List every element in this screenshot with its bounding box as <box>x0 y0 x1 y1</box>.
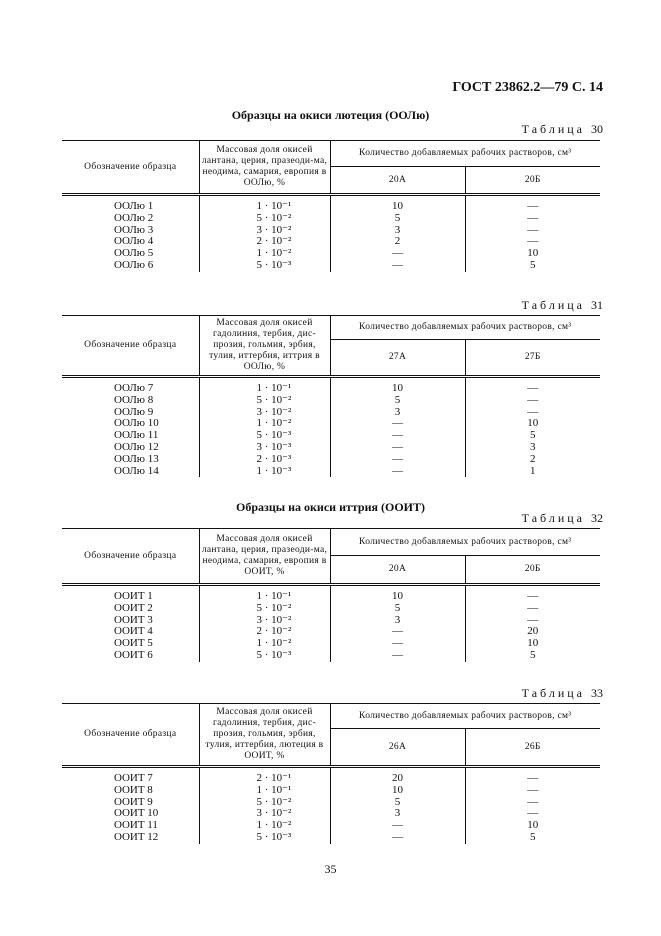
col-header-mass-fraction: Массовая доля окисей гадолиния, тербия, дис-прозия, гольмия, эрбия, тулия, иттербия, лютеция в ООИТ, % <box>199 704 330 767</box>
col-header-mass-fraction: Массовая доля окисей лантана, церия, празеоди-ма, неодима, самария, европия в ООИТ, % <box>199 529 330 585</box>
col-header-solution-b: 27Б <box>465 340 600 377</box>
col-header-sample: Обозначение образца <box>62 704 199 767</box>
col-header-sample: Обозначение образца <box>62 316 199 377</box>
col-header-solution-a: 20А <box>330 167 465 195</box>
table-label-30: Таблица 30 <box>521 122 603 136</box>
table-row: ООЛю 8 5 · 10⁻² 5 — <box>62 395 600 407</box>
section-title-lutetium: Образцы на окиси лютеция (ООЛю) <box>231 108 430 122</box>
col-header-volume-group: Количество добавляемых рабочих растворов, см³ <box>330 141 600 167</box>
table-row: ООИТ 2 5 · 10⁻² 5 — <box>62 603 600 615</box>
col-header-mass-fraction: Массовая доля окисей лантана, церия, празеоди-ма, неодима, самария, европия в ООЛю, % <box>199 141 330 195</box>
section-title-yttrium: Образцы на окиси иттрия (ООИТ) <box>235 500 426 514</box>
col-header-sample: Обозначение образца <box>62 529 199 585</box>
table-label-33: Таблица 33 <box>521 686 603 700</box>
col-header-mass-fraction: Массовая доля окисей гадолиния, тербия, дис-прозия, гольмия, эрбия, тулия, иттербия, иттрия в ООЛю, % <box>199 316 330 377</box>
table-row: ООИТ 10 3 · 10⁻² 3 — <box>62 808 600 820</box>
table-31 <box>62 315 600 477</box>
table-row: ООЛю 4 2 · 10⁻² 2 — <box>62 236 600 248</box>
table-row: ООЛю 6 5 · 10⁻³ — 5 <box>62 260 600 272</box>
table-row: ООИТ 11 1 · 10⁻² — 10 <box>62 820 600 832</box>
table-row: ООЛю 11 5 · 10⁻³ — 5 <box>62 430 600 442</box>
table-32 <box>62 528 600 662</box>
table-30 <box>62 140 600 272</box>
table-row: ООЛю 12 3 · 10⁻³ — 3 <box>62 442 600 454</box>
table-row: ООИТ 7 2 · 10⁻¹ 20 — <box>62 767 600 785</box>
table-33 <box>62 703 600 844</box>
col-header-solution-a: 26А <box>330 729 465 767</box>
table-row: ООЛю 14 1 · 10⁻³ — 1 <box>62 466 600 478</box>
table-row: ООЛю 7 1 · 10⁻¹ 10 — <box>62 377 600 395</box>
col-header-sample: Обозначение образца <box>62 141 199 195</box>
table-row: ООЛю 3 3 · 10⁻² 3 — <box>62 225 600 237</box>
table-row: ООЛю 2 5 · 10⁻² 5 — <box>62 213 600 225</box>
table-row: ООЛю 1 1 · 10⁻¹ 10 — <box>62 195 600 213</box>
table-label-32: Таблица 32 <box>521 511 603 525</box>
table-label-31: Таблица 31 <box>521 298 603 312</box>
table-row: ООЛю 13 2 · 10⁻³ — 2 <box>62 454 600 466</box>
col-header-solution-b: 20Б <box>465 556 600 585</box>
table-row: ООЛю 10 1 · 10⁻² — 10 <box>62 418 600 430</box>
col-header-solution-a: 27А <box>330 340 465 377</box>
col-header-solution-b: 20Б <box>465 167 600 195</box>
table-row: ООИТ 5 1 · 10⁻² — 10 <box>62 638 600 650</box>
page-number: 35 <box>324 862 337 876</box>
col-header-solution-a: 20А <box>330 556 465 585</box>
table-row: ООИТ 8 1 · 10⁻¹ 10 — <box>62 785 600 797</box>
table-row: ООИТ 1 1 · 10⁻¹ 10 — <box>62 585 600 603</box>
document-code: ГОСТ 23862.2—79 С. 14 <box>452 80 603 95</box>
table-row: ООИТ 6 5 · 10⁻³ — 5 <box>62 650 600 662</box>
col-header-volume-group: Количество добавляемых рабочих растворов, см³ <box>330 316 600 340</box>
col-header-volume-group: Количество добавляемых рабочих растворов, см³ <box>330 704 600 729</box>
table-row: ООИТ 4 2 · 10⁻² — 20 <box>62 626 600 638</box>
col-header-solution-b: 26Б <box>465 729 600 767</box>
table-row: ООИТ 9 5 · 10⁻² 5 — <box>62 797 600 809</box>
table-row: ООЛю 5 1 · 10⁻² — 10 <box>62 248 600 260</box>
col-header-volume-group: Количество добавляемых рабочих растворов, см³ <box>330 529 600 556</box>
table-row: ООИТ 3 3 · 10⁻² 3 — <box>62 615 600 627</box>
table-row: ООИТ 12 5 · 10⁻³ — 5 <box>62 832 600 844</box>
table-row: ООЛю 9 3 · 10⁻² 3 — <box>62 407 600 419</box>
